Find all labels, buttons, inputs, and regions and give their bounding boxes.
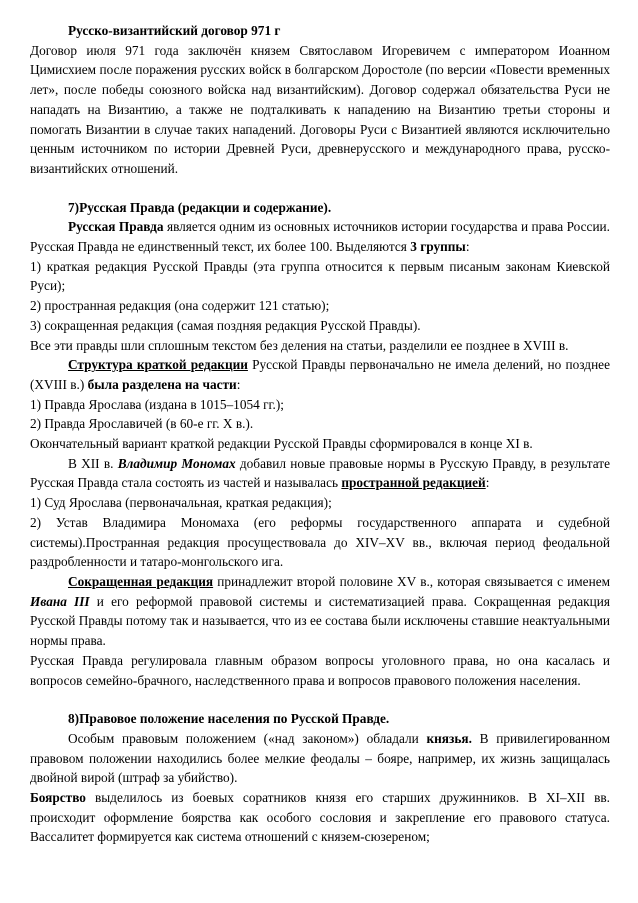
bold-term: князья. — [426, 730, 472, 746]
paragraph-boyars — [30, 788, 610, 847]
text-run: : — [236, 376, 241, 392]
list-item: 2) Правда Ярославичей (в 60-е гг. X в.). — [30, 416, 254, 432]
list-item: 1) Суд Ярослава (первоначальная, краткая редакция); — [30, 495, 332, 511]
list-item: 1) краткая редакция Русской Правды (эта группа относится к первым писаным законам Киевской Руси); — [30, 258, 610, 294]
list-item: 2) Устав Владимира Мономаха (его реформы государственного аппарата и судебной системы).Пространная редакция просуществовала до XIV–XV вв., включая период феодальной раздробленности и татаро-монгольского ига. — [30, 514, 610, 570]
section-heading-8: 8)Правовое положение населения по Русской Правде. — [68, 711, 390, 727]
bold-term: 3 группы — [410, 239, 466, 255]
paragraph-scope: Русская Правда регулировала главным образом вопросы уголовного права, но она касалась и вопросов семейно-брачного, наследственного права и вопросов правового положения населения. — [30, 652, 610, 688]
section-heading-treaty: Русско-византийский договор 971 г — [68, 23, 281, 38]
text-run: : — [485, 475, 490, 491]
bold-underlined-term: Структура краткой редакции — [68, 357, 248, 373]
spacer — [30, 690, 610, 709]
list-item: 1) Правда Ярослава (издана в 1015–1054 гг.); — [30, 396, 284, 412]
text-run: Русской Правды первоначально не имела делений, но позднее (XVIII в.) — [30, 357, 610, 392]
text-run: В XII в. — [68, 455, 118, 471]
paragraph-monomakh — [30, 454, 610, 493]
bold-italic-term: Ивана III — [30, 593, 90, 609]
text-run: является одним из основных источников истории государства и права России. Русская Правда не единственный текст, их более 100. Выделяются — [30, 219, 611, 255]
bold-underlined-term: Сокращенная редакция — [68, 573, 214, 589]
text-run: : — [465, 239, 470, 255]
bold-term: Русская Правда — [68, 219, 164, 235]
bold-term: была разделена на части — [87, 376, 237, 392]
paragraph-division: Все эти правды шли сплошным текстом без деления на статьи, разделили ее позднее в XVIII в. — [30, 337, 569, 353]
text-run: принадлежит второй половине XV в., которая связывается с именем — [213, 573, 611, 589]
text-run: выделилось из боевых соратников князя его старших дружинников. В XI–XII вв. происходит оформление боярства как особого сословия и закрепление его правового статуса. Вассалитет формируется как система отношений с князем-сюзереном; — [30, 790, 610, 845]
paragraph-treaty: Договор июля 971 года заключён князем Святославом Игоревичем с императором Иоанном Цимисхием после поражения русских войск в болгарском Доростоле (по версии «Повести временных лет», после победы союзного войска над византийским). Договор содержал обязательства Руси не нападать на Византию, а также не подталкивать к нападению на Византию третьи стороны и помогать Византии в случае таких нападений. Договоры Руси с Византией являются исключительно ценным источником по истории Древней Руси, древнерусского и международного права, русско-византийских отношений. — [30, 42, 610, 176]
paragraph-princes — [30, 729, 610, 788]
text-run: Особым правовым положением («над законом») обладали — [68, 730, 427, 746]
spacer — [30, 179, 610, 198]
text-run: и его реформой правовой системы и систематизацией права. Сокращенная редакция Русской Правды потому так и называется, что из ее состава были исключены ставшие неактуальными нормы права. — [30, 593, 610, 649]
list-item: 3) сокращенная редакция (самая поздняя редакция Русской Правды). — [30, 317, 421, 333]
paragraph-structure — [30, 355, 610, 394]
section-heading-7: 7)Русская Правда (редакции и содержание). — [68, 199, 332, 215]
bold-term: Боярство — [30, 790, 86, 806]
paragraph-rp-intro — [30, 217, 610, 256]
text-run: добавил новые правовые нормы в Русскую Правду, в результате Русская Правда стала состоять из частей и называлась — [30, 455, 610, 491]
paragraph-abridged — [30, 572, 610, 651]
bold-underlined-term: пространной редакцией — [341, 475, 486, 491]
paragraph-final-version: Окончательный вариант краткой редакции Русской Правды сформировался в конце XI в. — [30, 436, 533, 452]
bold-italic-term: Владимир Мономах — [117, 455, 236, 471]
list-item: 2) пространная редакция (она содержит 121 статью); — [30, 298, 330, 314]
text-run: В привилегированном правовом положении находились более мелкие феодалы – бояре, например, их жизнь защищалась двойной вирой (штраф за убийство). — [30, 730, 610, 786]
